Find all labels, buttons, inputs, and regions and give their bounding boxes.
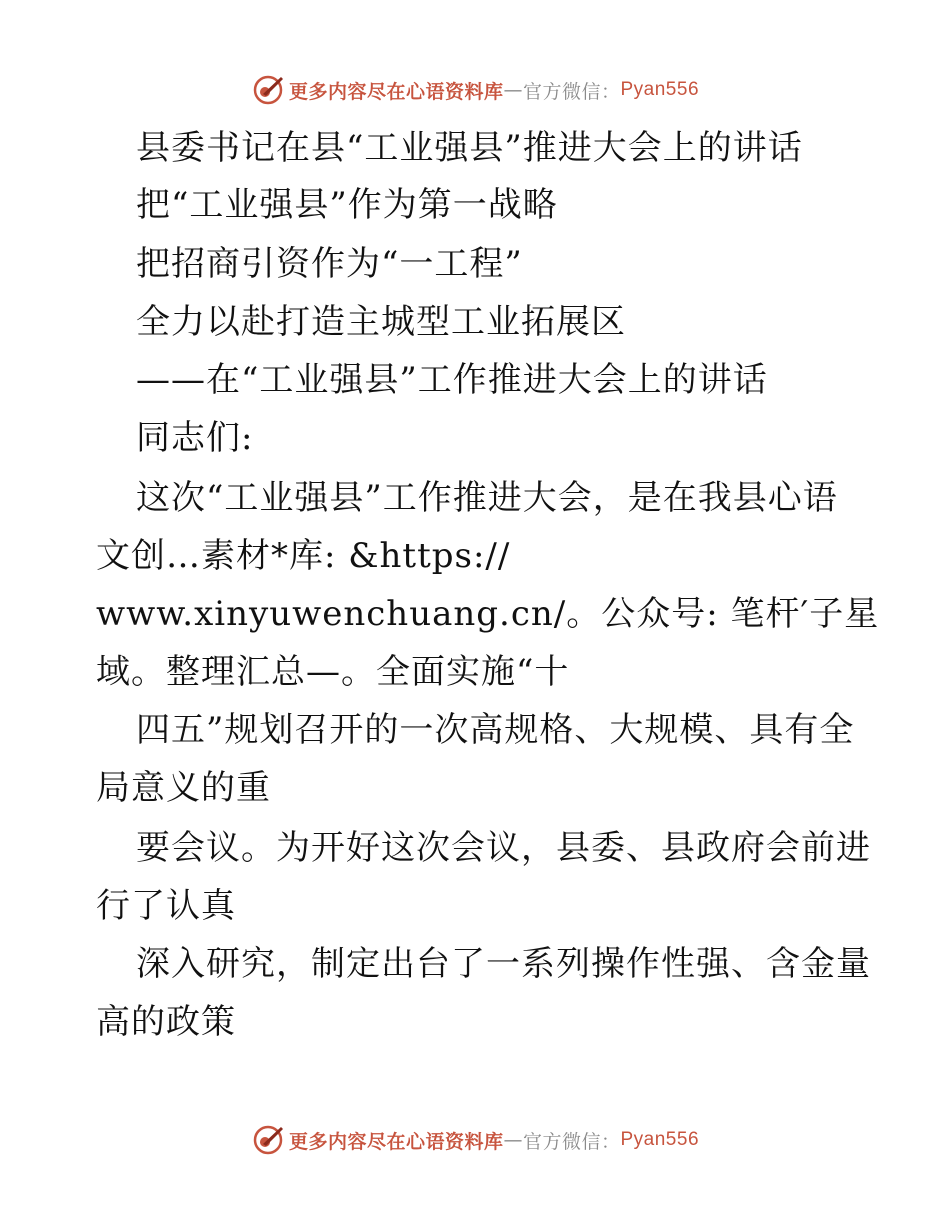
header-watermark [0, 70, 950, 110]
doc-subtitle-3: 全力以赴打造主城型工业拓展区 [136, 302, 626, 342]
paragraph-line: 文创…素材*库: &https:// [96, 536, 511, 576]
paragraph-line: 深入研究，制定出台了一系列操作性强、含金量 [136, 944, 871, 984]
watermark-dash: — [503, 79, 523, 101]
paragraph-line: 四五”规划召开的一次高规格、大规模、具有全 [136, 710, 855, 750]
paragraph-line: 要会议。为开好这次会议，县委、县政府会前进 [136, 828, 871, 868]
doc-title: 县委书记在县“工业强县”推进大会上的讲话 [136, 128, 803, 168]
doc-subtitle-4: ——在“工业强县”工作推进大会上的讲话 [136, 360, 768, 400]
watermark-wechat-id: Pyan556 [620, 1129, 700, 1150]
paragraph-line: 这次“工业强县”工作推进大会，是在我县心语 [136, 478, 838, 518]
watermark-wechat-id: Pyan556 [620, 79, 700, 100]
salutation: 同志们: [136, 418, 254, 458]
watermark-text: 更多内容尽在心语资料库 [288, 80, 504, 103]
paragraph-line: 域。整理汇总—。全面实施“十 [96, 652, 570, 692]
watermark-wechat-label: 官方微信： [522, 1130, 621, 1153]
watermark-wechat-label: 官方微信： [522, 80, 621, 103]
pen-logo-icon [251, 73, 285, 107]
doc-subtitle-1: 把“工业强县”作为第一战略 [136, 185, 558, 225]
watermark-text: 更多内容尽在心语资料库 [288, 1130, 504, 1153]
paragraph-line: 高的政策 [96, 1002, 236, 1042]
paragraph-line: 行了认真 [96, 886, 236, 926]
watermark-dash: — [503, 1129, 523, 1151]
doc-subtitle-2: 把招商引资作为“一工程” [136, 244, 523, 284]
paragraph-line: 局意义的重 [96, 768, 271, 808]
pen-logo-icon [251, 1123, 285, 1157]
footer-watermark [0, 1120, 950, 1160]
paragraph-line: www.xinyuwenchuang.cn/。公众号: 笔杆′子星 [96, 594, 880, 634]
